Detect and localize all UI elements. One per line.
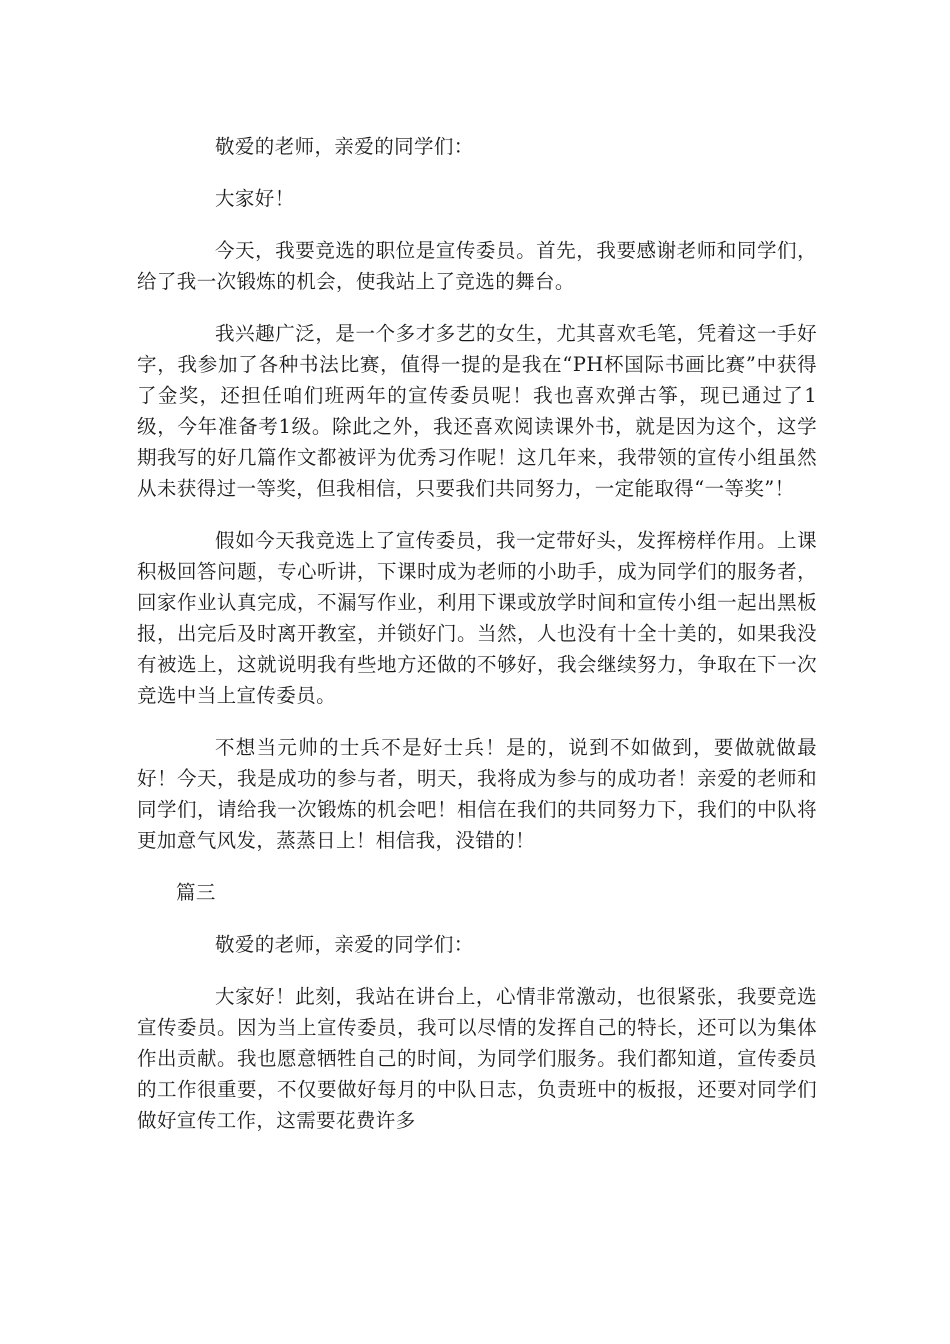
paragraph-closing: 不想当元帅的士兵不是好士兵！是的，说到不如做到，要做就做最好！今天，我是成功的参与者，明天，我将成为参与的成功者！亲爱的老师和同学们，请给我一次锻炼的机会吧！相信在我们的共同努力下，我们的中队将更加意气风发，蒸蒸日上！相信我，没错的！ [137, 736, 817, 852]
document-body [137, 131, 817, 1157]
paragraph-intro: 今天，我要竞选的职位是宣传委员。首先，我要感谢老师和同学们，给了我一次锻炼的机会，使我站上了竞选的舞台。 [137, 239, 817, 293]
paragraph-hobbies: 我兴趣广泛，是一个多才多艺的女生，尤其喜欢毛笔，凭着这一手好字，我参加了各种书法比赛，值得一提的是我在“PH杯国际书画比赛”中获得了金奖，还担任咱们班两年的宣传委员呢！我也喜欢弹古筝，现已通过了1级，今年准备考1级。除此之外，我还喜欢阅读课外书，就是因为这个，这学期我写的好几篇作文都被评为优秀习作呢！这几年来，我带领的宣传小组虽然从未获得过一等奖，但我相信，只要我们共同努力，一定能取得“一等奖”！ [137, 322, 817, 500]
paragraph-speech-2: 大家好！此刻，我站在讲台上，心情非常激动，也很紧张，我要竞选宣传委员。因为当上宣传委员，我可以尽情的发挥自己的特长，还可以为集体作出贡献。我也愿意牺牲自己的时间，为同学们服务。我们都知道，宣传委员的工作很重要，不仅要做好每月的中队日志，负责班中的板报，还要对同学们做好宣传工作，这需要花费许多 [137, 985, 817, 1132]
section-heading: 篇三 [176, 881, 216, 904]
salutation: 敬爱的老师，亲爱的同学们： [215, 135, 474, 158]
greeting: 大家好！ [215, 187, 295, 210]
salutation-2: 敬爱的老师，亲爱的同学们： [215, 933, 474, 956]
paragraph-promise: 假如今天我竞选上了宣传委员，我一定带好头，发挥榜样作用。上课积极回答问题，专心听讲，下课时成为老师的小助手，成为同学们的服务者，回家作业认真完成，不漏写作业，利用下课或放学时间和宣传小组一起出黑板报，出完后及时离开教室，并锁好门。当然，人也没有十全十美的，如果我没有被选上，这就说明我有些地方还做的不够好，我会继续努力，争取在下一次竞选中当上宣传委员。 [137, 529, 817, 707]
